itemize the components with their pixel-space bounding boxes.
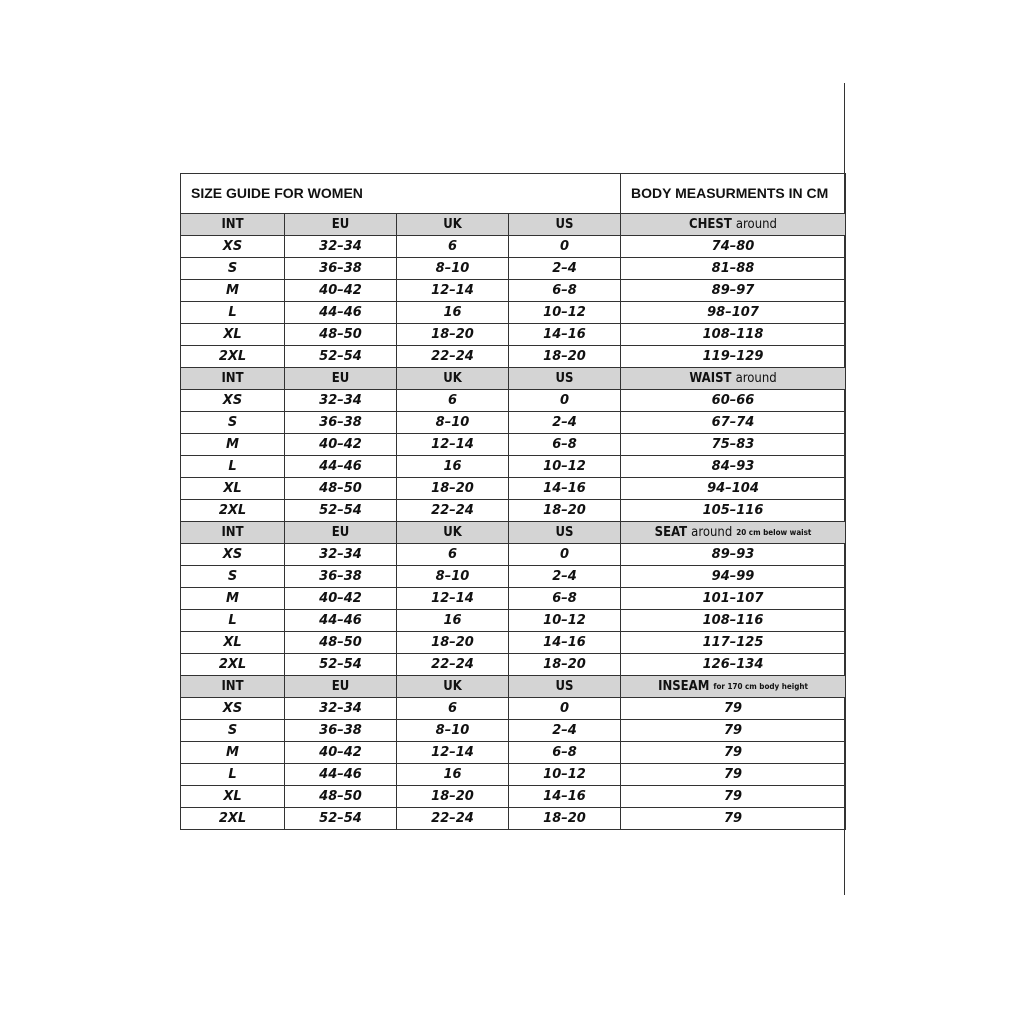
table-row <box>181 808 846 830</box>
cell-int: XL <box>181 632 285 654</box>
cell-measurement: 98–107 <box>621 302 846 324</box>
column-header-eu: EU <box>285 214 397 236</box>
cell-eu: 36–38 <box>285 258 397 280</box>
cell-measurement: 75–83 <box>621 434 846 456</box>
cell-eu: 32–34 <box>285 698 397 720</box>
measurement-label: INSEAM <box>658 679 710 694</box>
cell-us: 6–8 <box>509 434 621 456</box>
column-header-us: US <box>509 368 621 390</box>
cell-us: 10–12 <box>509 302 621 324</box>
cell-us: 0 <box>509 236 621 258</box>
cell-us: 6–8 <box>509 280 621 302</box>
cell-measurement: 119–129 <box>621 346 846 368</box>
cell-int: 2XL <box>181 500 285 522</box>
measurement-word: around <box>735 217 777 232</box>
table-row <box>181 786 846 808</box>
cell-int: XL <box>181 324 285 346</box>
cell-us: 2–4 <box>509 412 621 434</box>
table-row <box>181 544 846 566</box>
title-row <box>181 174 846 214</box>
cell-int: M <box>181 434 285 456</box>
cell-measurement: 79 <box>621 764 846 786</box>
table-row <box>181 500 846 522</box>
cell-int: M <box>181 742 285 764</box>
cell-eu: 32–34 <box>285 544 397 566</box>
table-row <box>181 742 846 764</box>
section-header-row <box>181 214 846 236</box>
measurements-title: BODY MEASURMENTS IN CM <box>621 174 846 214</box>
cell-eu: 48–50 <box>285 478 397 500</box>
cell-us: 0 <box>509 698 621 720</box>
cell-int: L <box>181 302 285 324</box>
cell-eu: 48–50 <box>285 324 397 346</box>
cell-us: 6–8 <box>509 588 621 610</box>
cell-us: 14–16 <box>509 632 621 654</box>
cell-measurement: 60–66 <box>621 390 846 412</box>
column-header-us: US <box>509 214 621 236</box>
column-header-int: INT <box>181 368 285 390</box>
cell-us: 6–8 <box>509 742 621 764</box>
cell-measurement: 79 <box>621 742 846 764</box>
column-header-int: INT <box>181 522 285 544</box>
cell-int: XS <box>181 698 285 720</box>
cell-measurement: 79 <box>621 720 846 742</box>
size-guide-table <box>180 173 846 830</box>
table-title: SIZE GUIDE FOR WOMEN <box>181 174 621 214</box>
cell-measurement: 94–104 <box>621 478 846 500</box>
column-header-uk: UK <box>397 522 509 544</box>
cell-int: S <box>181 566 285 588</box>
cell-measurement: 101–107 <box>621 588 846 610</box>
measurement-note: 20 cm below waist <box>736 528 812 537</box>
cell-uk: 16 <box>397 456 509 478</box>
cell-us: 18–20 <box>509 500 621 522</box>
cell-measurement: 89–97 <box>621 280 846 302</box>
column-header-uk: UK <box>397 214 509 236</box>
cell-int: L <box>181 610 285 632</box>
cell-uk: 22–24 <box>397 808 509 830</box>
cell-int: M <box>181 280 285 302</box>
cell-us: 0 <box>509 390 621 412</box>
cell-measurement: 94–99 <box>621 566 846 588</box>
cell-eu: 40–42 <box>285 742 397 764</box>
cell-uk: 6 <box>397 698 509 720</box>
cell-eu: 48–50 <box>285 632 397 654</box>
table-row <box>181 720 846 742</box>
measurement-label: WAIST <box>689 371 732 386</box>
cell-eu: 36–38 <box>285 720 397 742</box>
column-header-uk: UK <box>397 368 509 390</box>
cell-eu: 36–38 <box>285 566 397 588</box>
cell-us: 14–16 <box>509 478 621 500</box>
column-header-uk: UK <box>397 676 509 698</box>
cell-int: M <box>181 588 285 610</box>
cell-uk: 16 <box>397 764 509 786</box>
table-row <box>181 346 846 368</box>
cell-measurement: 105–116 <box>621 500 846 522</box>
cell-int: S <box>181 720 285 742</box>
cell-uk: 8–10 <box>397 412 509 434</box>
cell-uk: 8–10 <box>397 720 509 742</box>
measurement-note: for 170 cm body height <box>713 682 808 691</box>
column-header-eu: EU <box>285 676 397 698</box>
cell-measurement: 117–125 <box>621 632 846 654</box>
table-row <box>181 236 846 258</box>
cell-uk: 22–24 <box>397 500 509 522</box>
cell-uk: 18–20 <box>397 478 509 500</box>
table-row <box>181 478 846 500</box>
cell-measurement: 108–116 <box>621 610 846 632</box>
measurement-word: around <box>691 525 733 540</box>
cell-int: S <box>181 412 285 434</box>
cell-measurement: 84–93 <box>621 456 846 478</box>
cell-us: 14–16 <box>509 786 621 808</box>
cell-int: XS <box>181 236 285 258</box>
cell-int: XL <box>181 478 285 500</box>
table-row <box>181 610 846 632</box>
column-header-us: US <box>509 522 621 544</box>
cell-eu: 52–54 <box>285 500 397 522</box>
cell-eu: 36–38 <box>285 412 397 434</box>
table-row <box>181 654 846 676</box>
cell-us: 0 <box>509 544 621 566</box>
cell-uk: 8–10 <box>397 566 509 588</box>
cell-measurement: 81–88 <box>621 258 846 280</box>
cell-uk: 18–20 <box>397 324 509 346</box>
cell-us: 18–20 <box>509 654 621 676</box>
column-header-us: US <box>509 676 621 698</box>
column-header-eu: EU <box>285 522 397 544</box>
cell-eu: 40–42 <box>285 588 397 610</box>
cell-int: S <box>181 258 285 280</box>
section-header-row <box>181 522 846 544</box>
cell-eu: 52–54 <box>285 346 397 368</box>
table-row <box>181 412 846 434</box>
cell-eu: 40–42 <box>285 280 397 302</box>
cell-uk: 6 <box>397 236 509 258</box>
measurement-header <box>621 522 846 544</box>
cell-eu: 44–46 <box>285 610 397 632</box>
cell-measurement: 126–134 <box>621 654 846 676</box>
cell-uk: 16 <box>397 302 509 324</box>
cell-eu: 44–46 <box>285 764 397 786</box>
cell-measurement: 79 <box>621 808 846 830</box>
cell-uk: 12–14 <box>397 588 509 610</box>
cell-eu: 32–34 <box>285 390 397 412</box>
cell-int: XL <box>181 786 285 808</box>
cell-uk: 12–14 <box>397 280 509 302</box>
cell-us: 18–20 <box>509 808 621 830</box>
cell-us: 10–12 <box>509 456 621 478</box>
cell-eu: 52–54 <box>285 808 397 830</box>
cell-eu: 52–54 <box>285 654 397 676</box>
measurement-label: SEAT <box>654 525 688 540</box>
cell-int: XS <box>181 544 285 566</box>
table-row <box>181 390 846 412</box>
cell-uk: 8–10 <box>397 258 509 280</box>
table-row <box>181 632 846 654</box>
table-row <box>181 280 846 302</box>
measurement-label: CHEST <box>689 217 732 232</box>
cell-uk: 18–20 <box>397 632 509 654</box>
cell-us: 2–4 <box>509 720 621 742</box>
measurement-header <box>621 676 846 698</box>
cell-uk: 6 <box>397 544 509 566</box>
table-row <box>181 588 846 610</box>
cell-int: 2XL <box>181 654 285 676</box>
cell-eu: 40–42 <box>285 434 397 456</box>
cell-int: 2XL <box>181 346 285 368</box>
cell-us: 10–12 <box>509 610 621 632</box>
cell-uk: 16 <box>397 610 509 632</box>
table-row <box>181 566 846 588</box>
cell-measurement: 79 <box>621 698 846 720</box>
cell-us: 10–12 <box>509 764 621 786</box>
column-header-int: INT <box>181 676 285 698</box>
cell-measurement: 89–93 <box>621 544 846 566</box>
table-row <box>181 456 846 478</box>
column-header-eu: EU <box>285 368 397 390</box>
cell-int: 2XL <box>181 808 285 830</box>
cell-measurement: 108–118 <box>621 324 846 346</box>
cell-us: 18–20 <box>509 346 621 368</box>
section-header-row <box>181 368 846 390</box>
cell-us: 2–4 <box>509 258 621 280</box>
cell-int: L <box>181 764 285 786</box>
measurement-header <box>621 368 846 390</box>
cell-us: 14–16 <box>509 324 621 346</box>
measurement-word: around <box>735 371 777 386</box>
cell-eu: 32–34 <box>285 236 397 258</box>
cell-uk: 22–24 <box>397 654 509 676</box>
cell-uk: 12–14 <box>397 434 509 456</box>
cell-us: 2–4 <box>509 566 621 588</box>
cell-eu: 44–46 <box>285 302 397 324</box>
size-guide-body <box>181 174 846 830</box>
cell-eu: 44–46 <box>285 456 397 478</box>
table-row <box>181 698 846 720</box>
table-row <box>181 764 846 786</box>
cell-measurement: 67–74 <box>621 412 846 434</box>
cell-measurement: 74–80 <box>621 236 846 258</box>
cell-uk: 18–20 <box>397 786 509 808</box>
cell-measurement: 79 <box>621 786 846 808</box>
table-row <box>181 434 846 456</box>
cell-int: L <box>181 456 285 478</box>
cell-int: XS <box>181 390 285 412</box>
table-row <box>181 324 846 346</box>
table-row <box>181 258 846 280</box>
cell-uk: 6 <box>397 390 509 412</box>
cell-uk: 22–24 <box>397 346 509 368</box>
measurement-header <box>621 214 846 236</box>
column-header-int: INT <box>181 214 285 236</box>
cell-uk: 12–14 <box>397 742 509 764</box>
table-row <box>181 302 846 324</box>
cell-eu: 48–50 <box>285 786 397 808</box>
section-header-row <box>181 676 846 698</box>
